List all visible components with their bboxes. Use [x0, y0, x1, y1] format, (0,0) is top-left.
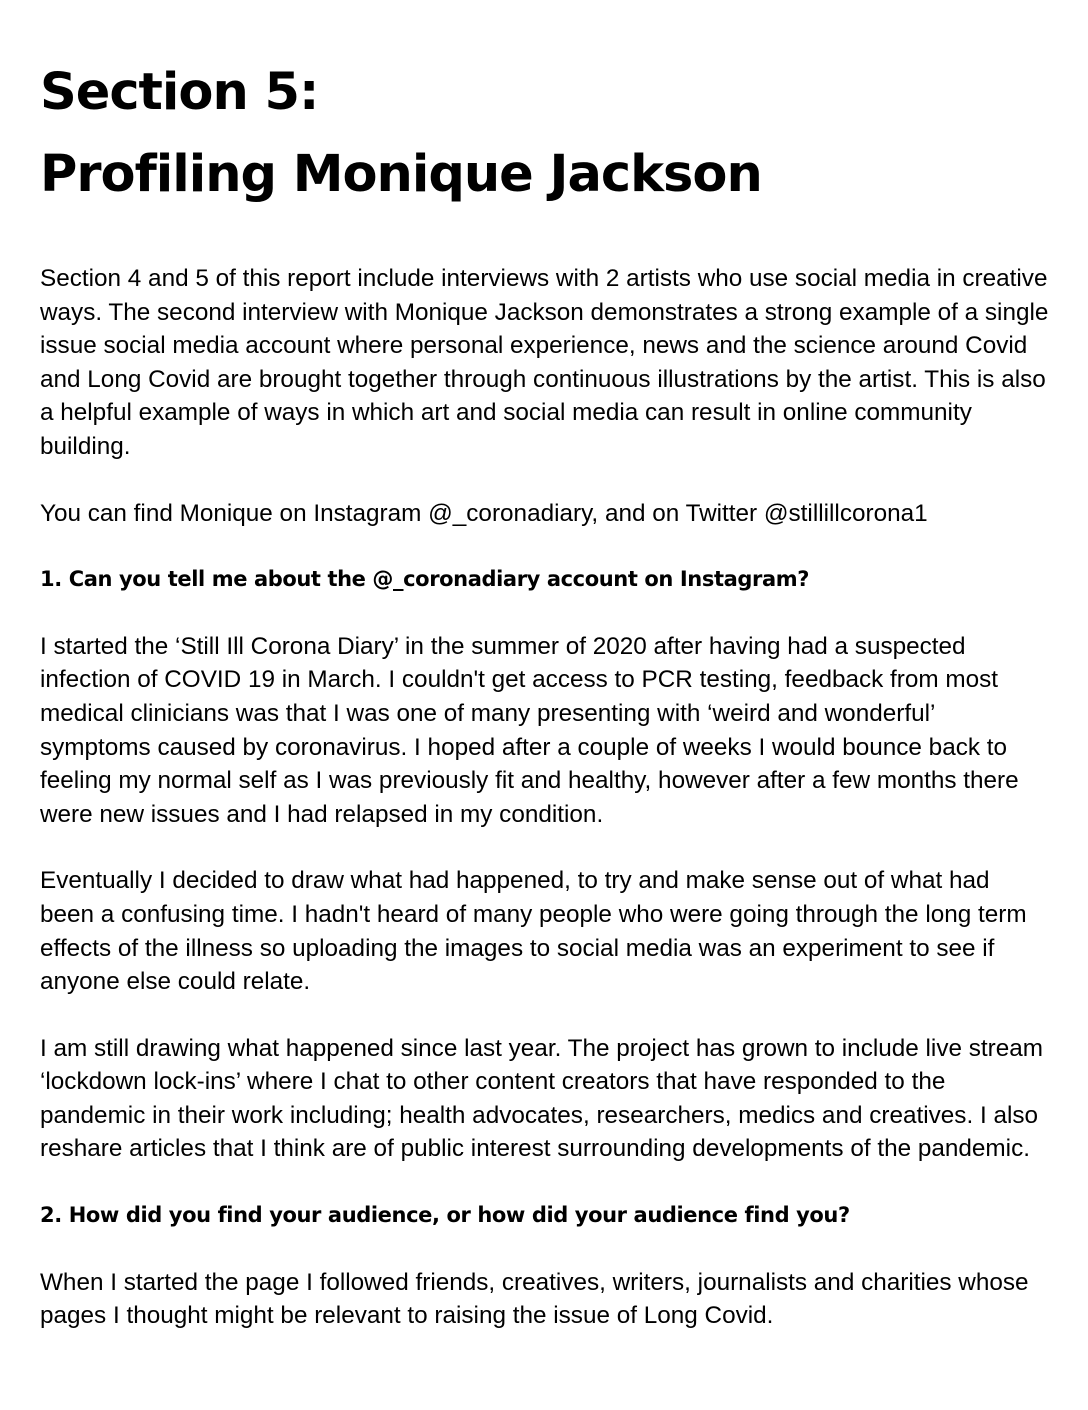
question-heading: 1. Can you tell me about the @_coronadiary account on Instagram?	[40, 567, 809, 592]
answer-paragraph: When I started the page I followed friends, creatives, writers, journalists and charities whose pages I thought might be relevant to raising the issue of Long Covid.	[40, 1268, 1029, 1330]
page-title	[40, 52, 1050, 216]
answer-paragraph: I started the ‘Still Ill Corona Diary’ in the summer of 2020 after having had a suspected infection of COVID 19 in March. I couldn't get access to PCR testing, feedback from most medical clinicians was that I was one of many presenting with ‘weird and wonderful’ symptoms caused by coronavirus. I hoped after a couple of weeks I would bounce back to feeling my normal self as I was previously fit and healthy, however after a few months there were new issues and I had relapsed in my condition.	[40, 632, 1019, 828]
question-heading: 2. How did you find your audience, or how did your audience find you?	[40, 1203, 850, 1228]
title-line-section: Section 5:	[40, 63, 319, 122]
intro-paragraph: Section 4 and 5 of this report include interviews with 2 artists who use social media in creative ways. The second interview with Monique Jackson demonstrates a strong example of a single issue social media account where personal experience, news and the science around Covid and Long Covid are brought together through continuous illustrations by the artist. This is also a helpful example of ways in which art and social media can result in online community building.	[40, 265, 1049, 460]
answer-paragraph: I am still drawing what happened since last year. The project has grown to include live stream ‘lockdown lock-ins’ where I chat to other content creators that have responded to the pandemic in their work including; health advocates, researchers, medics and creatives. I also reshare articles that I think are of public interest surrounding developments of the pandemic.	[40, 1034, 1043, 1163]
title-line-profile: Profiling Monique Jackson	[40, 145, 762, 204]
document-page	[40, 52, 1050, 1333]
answer-paragraph: Eventually I decided to draw what had happened, to try and make sense out of what had been a confusing time. I hadn't heard of many people who were going through the long term effects of the illness so uploading the images to social media was an experiment to see if anyone else could relate.	[40, 867, 1027, 996]
contact-paragraph: You can find Monique on Instagram @_coronadiary, and on Twitter @stillillcorona1	[40, 499, 928, 527]
